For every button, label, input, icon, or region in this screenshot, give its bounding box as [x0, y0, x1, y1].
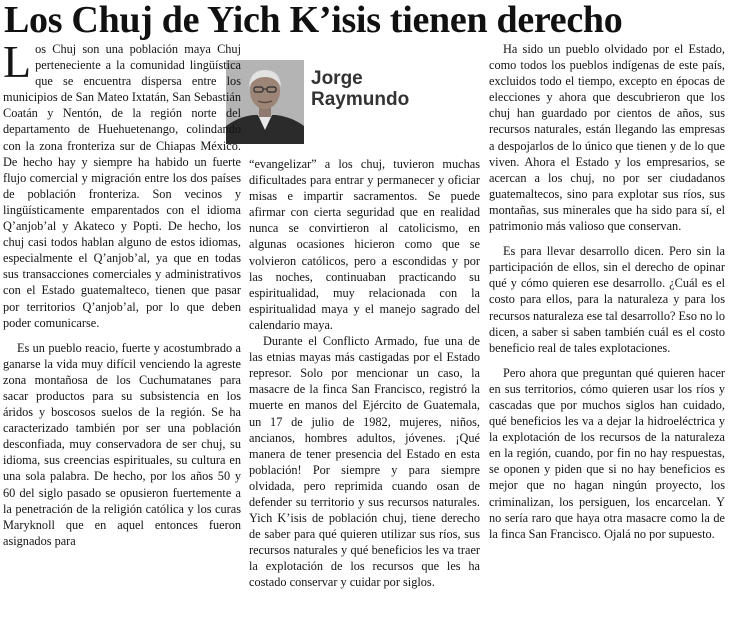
author-name — [311, 68, 409, 110]
author-byline — [226, 56, 486, 148]
paragraph: “evangelizar” a los chuj, tuvieron muchas dificultades para entrar y permanecer y oficiar misas e impartir sacramentos. Se puede afirmar con cierta seguridad que en realidad nunca se convirtieron al catolicismo, en algunas ocasiones hicieron como que se volvieron católicos, pero a escondidas y por las noches, continuaban practicando su espiritualidad, muy relacionada con la espiritualidad maya y el manejo sagrado del calendario maya. — [249, 157, 480, 332]
column-3 — [489, 41, 725, 542]
paragraph-text: os Chuj son una población maya Chuj perteneciente a la comunidad lingüística que se encuentra dispersa entre los municipios de San Mateo Ixtatán, San Sebastián Coatán y Nentón, de la región norte del departamento de Huehuetenango, colindando con la zona fronteriza sur de Chiapas México. De hecho hay y siempre ha habido un fuerte flujo comercial y migración entre los dos países de población fronteriza. Son vecinos y lingüísticamente emparentados con el idioma Q’anjob’al y Akateco y Popti. De hecho, los chuj casi todos hablan alguno de estos idiomas, especialmente el Q’anjob’al, ya que en todas sus transacciones comerciales y administrativos con el Estado guatemalteco, tienen que pasar por territorios Q’anjob’al, por lo que deben poder comunicarse. — [3, 42, 241, 330]
paragraph: Es para llevar desarrollo dicen. Pero sin la participación de ellos, sin el derecho de opinar qué y cómo quieren ese desarrollo. ¿Cuál es el costo para ellos, para la naturaleza y para los recursos naturaleza ese tal desarrollo? Eso no lo dicen, a saber si saben también cuál es el costo beneficio real de tales explotaciones. — [489, 244, 725, 355]
paragraph — [3, 36, 241, 331]
column-2 — [249, 156, 480, 591]
author-last-name: Raymundo — [311, 89, 410, 110]
column-1 — [3, 36, 241, 549]
author-first-name: Jorge — [311, 68, 363, 89]
paragraph: Pero ahora que preguntan qué quieren hacer en sus territorios, cómo quieren usar los ríos y cascadas que por muchos siglos han cuidado, qué beneficios les va a dejar la hidroeléctrica y la explotación de los recursos de la naturaleza en la región, cuando, por fin no hay respuestas, se oponen y piden que si no hay beneficios es mejor que no hagan ningún proyecto, los criminalizan, los persiguen, los encarcelan. Y no sería raro que haya otra masacre como la de la finca San Francisco. Ojalá no por supuesto. — [489, 365, 725, 541]
paragraph: Ha sido un pueblo olvidado por el Estado, como todos los pueblos indígenas de este país, excluidos todo el tiempo, excepto en épocas de elecciones y ahora que descubrieron que los chuj han guardado por cientos de años, sus recursos naturales, están llegando las empresas a despojarlos de lo único que tienen y de lo que viven. Ahora el Estado y los empresarios, se acercan a los chuj, no por ser ciudadanos guatemaltecos, sino para explotar sus ríos, sus montañas, sus minerales que ha sido para sí, el patrimonio más valioso que conservan. — [489, 42, 725, 234]
paragraph: Durante el Conflicto Armado, fue una de las etnias mayas más castigadas por el Estado represor. Solo por mencionar un caso, la masacre de la finca San Francisco, registró la muerte en manos del Ejército de Guatemala, un 17 de julio de 1982, mujeres, niños, ancianos, hombres adultos, jóvenes. ¡Qué manera de tener presencia del Estado en esta población! Por siempre y para siempre olvidada, pero reprimida cuando osan de defender su territorio y sus recursos naturales. Yich K’isis de población chuj, tiene derecho de saber para qué quieren utilizar sus ríos, sus recursos naturales y qué beneficios les va traer la explotación de los recursos que les ha costado conservar y cuidar por siglos. — [249, 334, 480, 590]
drop-cap: L — [3, 36, 32, 87]
paragraph: Es un pueblo reacio, fuerte y acostumbrado a ganarse la vida muy difícil venciendo la agreste zona montañosa de los Cuchumatanes para sacar productos para su subsistencia en los áridos y boscosos suelos de la región. Se ha caracterizado también por ser una población desconfiada, muy conservadora de ser chuj, su idioma, sus creencias espirituales, su cultura en una sola palabra. De hecho, por los años 50 y 60 del siglo pasado se opusieron fuertemente a la penetración de la religión católica y los curas Maryknoll que en aquel entonces fueron asignados para — [3, 340, 241, 548]
headline: Los Chuj de Yich K’isis tienen derecho — [4, 0, 623, 41]
